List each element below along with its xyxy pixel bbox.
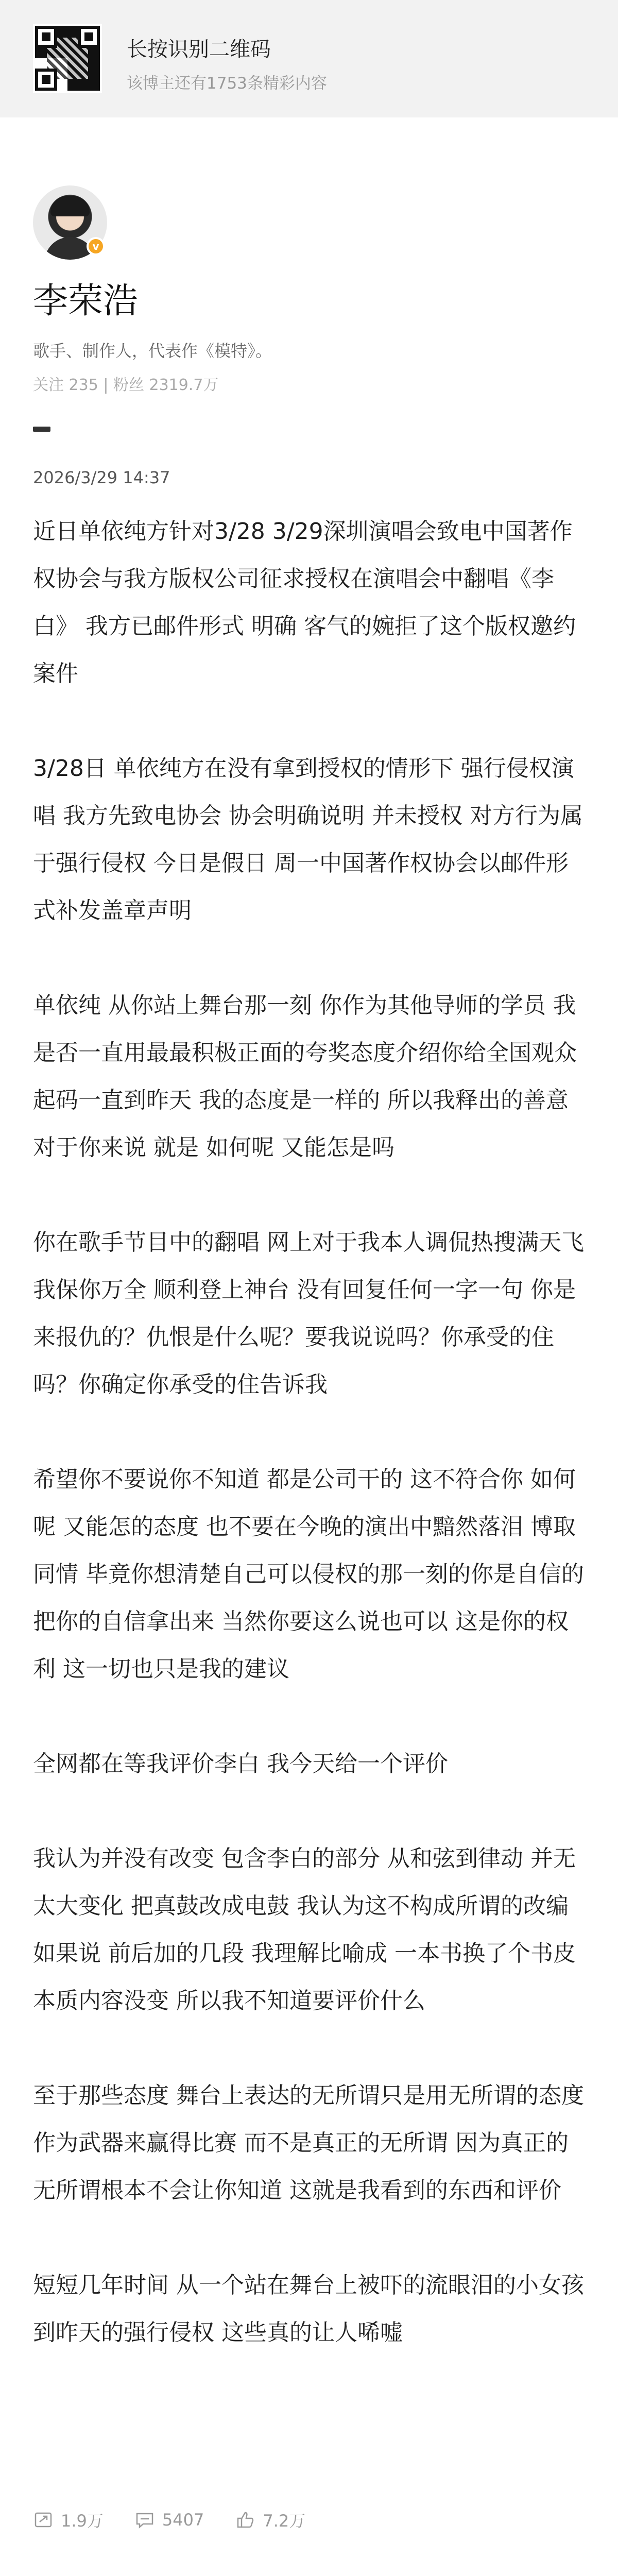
post-paragraph: 短短几年时间 从一个站在舞台上被吓的流眼泪的小女孩 到昨天的强行侵权 这些真的让人唏嘘 (33, 2272, 584, 2346)
post-paragraph: 全网都在等我评价李白 我今天给一个评价 (33, 1751, 448, 1777)
post-paragraph: 希望你不要说你不知道 都是公司干的 这不符合你 如何呢 又能怎的态度 也不要在今晚的演出中黯然落泪 博取同情 毕竟你想清楚自己可以侵权的那一刻的你是自信的 把你的自信拿出来 当然你要这么说也可以 这是你的权利 这一切也只是我的建议 (33, 1466, 584, 1682)
qr-banner-subtitle: 该博主还有1753条精彩内容 (127, 74, 327, 93)
comment-icon (134, 2510, 155, 2530)
post-paragraph: 近日单依纯方针对3/28 3/29深圳演唱会致电中国著作权协会与我方版权公司征求授权在演唱会中翻唱《李白》 我方已邮件形式 明确 客气的婉拒了这个版权邀约案件 (33, 518, 576, 687)
qr-banner-title: 长按识别二维码 (127, 38, 271, 61)
post-content (33, 508, 589, 2357)
like-count: 7.2万 (263, 2511, 306, 2531)
thumbs-up-icon (235, 2510, 255, 2530)
post-actions (33, 2507, 336, 2533)
repost-count: 1.9万 (61, 2511, 104, 2531)
post-paragraph: 至于那些态度 舞台上表达的无所谓只是用无所谓的态度作为武器来赢得比赛 而不是真正的无所谓 因为真正的无所谓根本不会让你知道 这就是我看到的东西和评价 (33, 2082, 584, 2204)
post-date: 2026/3/29 14:37 (33, 468, 170, 487)
profile-bio: 歌手、制作人，代表作《模特》。 (33, 341, 272, 361)
profile-name[interactable]: 李荣浩 (33, 281, 139, 321)
profile-stats: 关注 235 | 粉丝 2319.7万 (33, 376, 219, 394)
post-paragraph: 3/28日 单依纯方在没有拿到授权的情形下 强行侵权演唱 我方先致电协会 协会明确说明 并未授权 对方行为属于强行侵权 今日是假日 周一中国著作权协会以邮件形式补发盖章声明 (33, 755, 583, 924)
like-button[interactable] (235, 2508, 305, 2532)
repost-icon (33, 2510, 54, 2530)
divider-dash (33, 427, 50, 432)
post-paragraph: 我认为并没有改变 包含李白的部分 从和弦到律动 并无太大变化 把真鼓改成电鼓 我认为这不构成所谓的改编 如果说 前后加的几段 我理解比喻成 一本书换了个书皮 本质内容没变 所以我不知道要评价什么 (33, 1845, 576, 2014)
comment-button[interactable] (134, 2510, 204, 2530)
post-paragraph: 你在歌手节目中的翻唱 网上对于我本人调侃热搜满天飞 我保你万全 顺利登上神台 没有回复任何一字一句 你是来报仇的？仇恨是什么呢？要我说说吗？你承受的住吗？你确定你承受的住告诉我 (33, 1229, 584, 1398)
repost-button[interactable] (33, 2508, 104, 2532)
comment-count: 5407 (162, 2510, 204, 2530)
post-paragraph: 单依纯 从你站上舞台那一刻 你作为其他导师的学员 我是否一直用最最积极正面的夸奖态度介绍你给全国观众 起码一直到昨天 我的态度是一样的 所以我释出的善意对于你来说 就是 如何呢 又能怎是吗 (33, 992, 577, 1161)
verified-badge-icon: v (87, 237, 105, 256)
qr-code-top[interactable] (33, 24, 102, 93)
